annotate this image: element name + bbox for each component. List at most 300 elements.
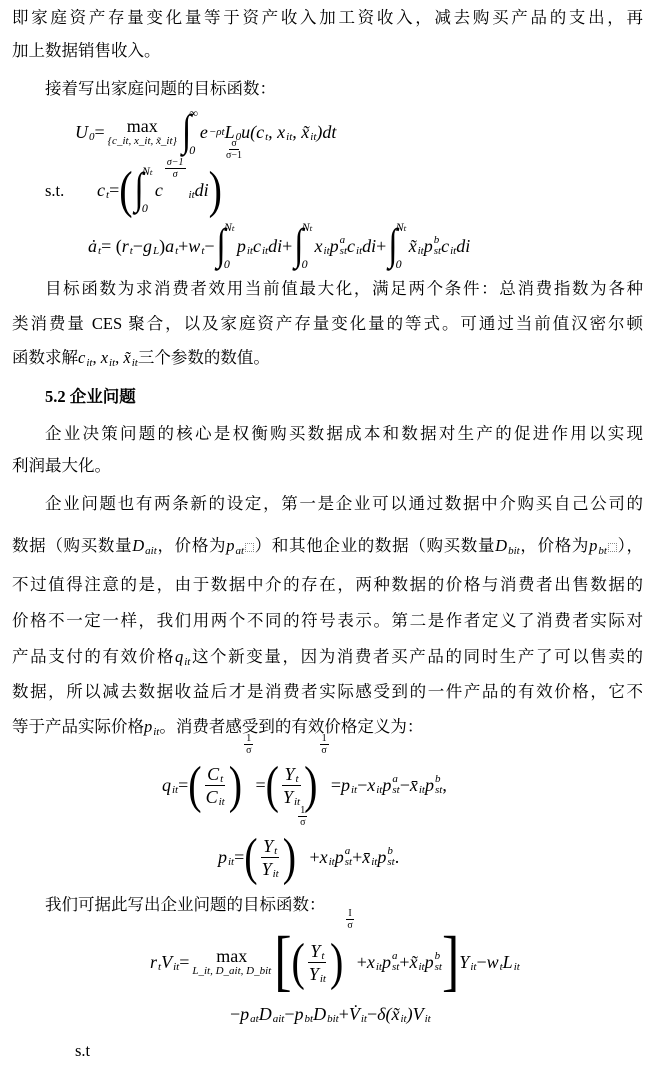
subscript: t xyxy=(220,772,224,785)
text-run: 企业决策问题的核心是权衡购买数据成本和数据对生产的促进作用以实现 xyxy=(45,424,643,443)
math-variable xyxy=(97,179,109,201)
lower-limit: 0 xyxy=(189,143,196,157)
parenthesis: ) xyxy=(304,755,318,814)
subscript: t xyxy=(265,131,269,143)
math-variable xyxy=(284,763,298,785)
math-variable xyxy=(122,235,133,257)
exponent-denominator: σ xyxy=(172,169,178,180)
variable-base: c xyxy=(78,348,86,367)
math-variable xyxy=(425,774,442,796)
variable-base: Y xyxy=(308,963,319,984)
superscript: b xyxy=(387,845,393,857)
subscript: t xyxy=(499,961,503,973)
math-variable xyxy=(382,951,399,973)
math-variable xyxy=(399,1003,406,1025)
subscript: it xyxy=(418,784,425,796)
integral-sign: ∫ xyxy=(294,221,304,270)
numerator xyxy=(308,940,326,963)
text-run: ）和其他企业的数据（购买数量 xyxy=(254,536,496,555)
constraint-label: s.t xyxy=(75,1041,91,1060)
math-operator: ) xyxy=(159,235,166,256)
equation-firm-value xyxy=(150,908,520,999)
math-variable xyxy=(424,235,441,257)
text-run: 加上数据销售收入。 xyxy=(12,41,161,60)
variable-base: c xyxy=(252,235,261,256)
lower-limit: 0 xyxy=(301,257,308,271)
subscript: t xyxy=(106,189,110,201)
variable-base: Y xyxy=(310,940,321,961)
variable-base: C xyxy=(207,763,220,784)
superscript: a xyxy=(392,773,398,785)
subscript: it xyxy=(323,245,330,257)
paragraph-line xyxy=(45,421,643,447)
math-operator: − xyxy=(366,1003,378,1024)
equation-label: s.t. xyxy=(45,181,65,200)
variable-base: p xyxy=(382,951,391,972)
text-run: 类消费量 CES 聚合，以及家庭资产存量变化量的等式。可通过当前值汉密尔顿 xyxy=(12,314,643,333)
parenthesis: ( xyxy=(244,827,258,886)
math-variable xyxy=(315,235,330,257)
subscript: it xyxy=(360,1013,367,1025)
text-run: ，价格为 xyxy=(156,536,227,555)
math-variable xyxy=(188,235,204,257)
subscript: it xyxy=(350,784,358,796)
fraction xyxy=(204,763,227,808)
math-variable xyxy=(162,774,178,796)
variable-base: U xyxy=(75,121,88,142)
variable-base: x xyxy=(314,235,323,256)
paragraph-line xyxy=(12,533,643,559)
subscript: t xyxy=(129,245,133,257)
variable-base: x̃ xyxy=(123,348,131,367)
math-variable xyxy=(123,345,137,371)
math-variable xyxy=(320,846,335,868)
sub-superscript xyxy=(273,858,279,880)
math-variable xyxy=(377,1004,399,1025)
math-operator: = ( xyxy=(101,235,122,256)
placeholder-box-icon xyxy=(608,543,617,552)
math-variable xyxy=(362,846,377,868)
bracket: [ xyxy=(274,924,292,999)
variable-base: c xyxy=(347,235,356,256)
paragraph-line xyxy=(12,608,643,634)
math-operator: − xyxy=(230,1003,241,1024)
numerator xyxy=(282,763,300,786)
math-variable xyxy=(347,235,362,257)
paragraph-line xyxy=(12,453,643,479)
variable-base: di xyxy=(456,235,471,256)
superscript: b xyxy=(433,234,440,246)
math-variable xyxy=(313,1003,339,1025)
variable-base: c xyxy=(441,235,450,256)
text-run: 。消费者感受到的有效价格定义为： xyxy=(159,717,424,736)
math-variable xyxy=(143,235,159,257)
math-variable xyxy=(487,951,503,973)
subscript: it xyxy=(286,131,293,143)
subscript: t xyxy=(175,245,179,257)
math-operator: + xyxy=(338,1003,349,1024)
variable-base: p xyxy=(144,717,153,736)
equation-asset-dynamics xyxy=(88,218,470,274)
variable-base: L xyxy=(502,951,513,972)
sub-superscript xyxy=(209,127,225,138)
sub-superscript xyxy=(340,235,347,257)
math-variable xyxy=(88,235,101,257)
upper-limit: Nₜ xyxy=(395,220,407,234)
variable-base: x xyxy=(100,348,109,367)
subscript: it xyxy=(310,131,317,143)
math-variable xyxy=(295,1003,314,1025)
subscript: it xyxy=(246,245,253,257)
subscript: it xyxy=(86,357,93,369)
sub-superscript xyxy=(434,235,441,257)
subscript: 0 xyxy=(89,131,95,143)
text-run: 即家庭资产存量变化量等于资产收入加工资收入，减去购买产品的支出，再 xyxy=(12,8,643,27)
variable-base: C xyxy=(205,786,218,807)
variable-base: di xyxy=(194,179,209,200)
variable-base: Y xyxy=(284,763,295,784)
variable-base: D xyxy=(495,536,508,555)
math-variable xyxy=(407,1003,431,1025)
lower-limit: 0 xyxy=(223,257,230,271)
sub-superscript xyxy=(435,951,442,973)
variable-base: c xyxy=(154,179,163,200)
math-operator: − xyxy=(476,951,487,972)
variable-base: V xyxy=(161,951,173,972)
subscript: it xyxy=(400,1013,407,1025)
math-variable xyxy=(78,345,92,371)
max-operator xyxy=(192,947,271,978)
subscript: st xyxy=(434,961,442,973)
variable-base: g xyxy=(142,235,152,256)
subscript: it xyxy=(109,357,116,369)
math-operator: = xyxy=(109,179,120,200)
subscript: L xyxy=(152,245,160,257)
math-variable xyxy=(206,786,225,808)
bracket: ] xyxy=(441,924,460,999)
math-variable xyxy=(349,1003,367,1025)
variable-base: )dt xyxy=(316,121,337,142)
math-variable xyxy=(268,122,285,143)
subscript: ait xyxy=(145,545,157,557)
sub-superscript xyxy=(425,1003,431,1025)
variable-base: )V xyxy=(406,1003,424,1024)
math-variable xyxy=(237,235,253,257)
text-run: 数据（购买数量 xyxy=(12,536,133,555)
variable-base: e xyxy=(199,121,208,142)
subscript: t xyxy=(321,949,325,962)
math-variable xyxy=(253,235,268,257)
equation-product-price xyxy=(218,805,400,887)
subscript: it xyxy=(417,245,424,257)
exponent-fraction xyxy=(298,805,307,828)
subscript: st xyxy=(433,245,442,257)
math-variable xyxy=(150,951,161,973)
text-run: 不过值得注意的是，由于数据中介的存在，两种数据的价格与消费者出售数据的 xyxy=(12,575,643,594)
math-variable xyxy=(240,1003,259,1025)
text-run: 企业问题也有两条新的设定，第一是企业可以通过数据中介购买自己公司的 xyxy=(45,494,643,513)
subscript: t xyxy=(158,961,162,973)
superscript: b xyxy=(434,950,441,962)
subscript: it xyxy=(328,856,335,868)
sub-superscript xyxy=(392,774,399,796)
variable-base: p xyxy=(240,1003,250,1024)
text-run: 这个新变量，因为消费者买产品的同时生产了可以售卖的 xyxy=(190,647,644,666)
subscript: it xyxy=(470,961,477,973)
integral-sign: ∫ xyxy=(216,221,226,270)
subscript: t xyxy=(201,245,205,257)
fraction xyxy=(281,763,302,808)
subscript: it xyxy=(131,357,138,369)
math-operator: = xyxy=(330,774,341,795)
math-variable xyxy=(241,122,264,143)
text-run: 接着写出家庭问题的目标函数： xyxy=(45,79,276,98)
math-variable xyxy=(262,858,279,880)
variable-base: x xyxy=(319,846,328,867)
paragraph-line xyxy=(12,679,643,705)
subscript: bit xyxy=(508,545,520,557)
math-variable xyxy=(367,951,382,973)
subscript: it xyxy=(228,856,235,868)
exponent-fraction xyxy=(165,157,186,180)
integral xyxy=(294,220,312,272)
variable-base: di xyxy=(268,235,283,256)
text-run: 三个参数的数值。 xyxy=(137,348,270,367)
superscript: a xyxy=(344,845,351,857)
paragraph-line xyxy=(12,345,643,371)
math-operator: − xyxy=(132,235,143,256)
variable-base: ȧ xyxy=(88,235,97,256)
exponent-fraction xyxy=(345,908,354,931)
math-variable xyxy=(175,644,190,670)
subscript: it xyxy=(153,726,160,738)
fraction xyxy=(307,940,328,985)
superscript: b xyxy=(435,773,441,785)
subscript: ait xyxy=(272,1013,285,1025)
subscript: t xyxy=(295,772,299,785)
variable-base: , x̃ xyxy=(292,121,310,142)
subscript: it xyxy=(376,784,383,796)
math-variable xyxy=(165,235,178,257)
math-variable xyxy=(410,951,425,973)
variable-base: x̄ xyxy=(362,846,371,867)
subscript: at xyxy=(250,1013,259,1025)
parenthesis: ( xyxy=(291,932,305,991)
upper-limit: ∞ xyxy=(189,106,198,120)
text-run: 数据，所以减去数据收益后才是消费者实际感受到的一件产品的有效价格，它不 xyxy=(12,682,643,701)
text-run: 产品支付的有效价格 xyxy=(12,647,175,666)
exponent-numerator: σ−1 xyxy=(166,157,184,168)
subscript: st xyxy=(435,784,443,796)
math-operator: + xyxy=(178,235,189,256)
numerator xyxy=(261,835,279,858)
variable-base: p xyxy=(382,774,392,795)
variable-base: D xyxy=(313,1003,327,1024)
variable-base: V̇ xyxy=(348,1003,360,1024)
paragraph-line xyxy=(45,491,643,517)
upper-limit: Nₜ xyxy=(141,164,153,178)
variable-base: p xyxy=(226,536,235,555)
variable-base: p xyxy=(377,846,387,867)
fraction xyxy=(260,835,281,880)
subscript: it xyxy=(371,856,378,868)
sub-superscript xyxy=(321,940,324,962)
math-operator: − xyxy=(399,774,410,795)
variable-base: di xyxy=(362,235,377,256)
math-variable xyxy=(362,236,376,257)
lower-limit: 0 xyxy=(141,201,148,215)
math-variable xyxy=(409,235,424,257)
parenthesis: ( xyxy=(265,755,279,814)
math-variable xyxy=(495,533,520,559)
subscript: st xyxy=(392,784,400,796)
subscript: bit xyxy=(327,1013,339,1025)
exponent-fraction xyxy=(224,138,244,161)
subscript: it xyxy=(218,795,225,808)
math-operator: + xyxy=(376,235,387,256)
denominator xyxy=(260,858,281,880)
max-label: max xyxy=(216,945,248,966)
math-variable xyxy=(316,122,336,143)
superscript: a xyxy=(392,950,398,962)
math-operator: . xyxy=(394,846,400,867)
math-variable xyxy=(503,951,520,973)
variable-base: w xyxy=(188,235,201,256)
subscript: it xyxy=(375,961,382,973)
variable-base: p xyxy=(425,774,434,795)
paragraph-line xyxy=(12,644,643,670)
math-variable xyxy=(101,345,115,371)
text-run: 目标函数为求消费者效用当前值最大化，满足两个条件：总消费指数为各种 xyxy=(45,279,643,298)
subscript: it xyxy=(184,656,191,668)
variable-base: p xyxy=(424,951,434,972)
variable-base: Y xyxy=(263,835,274,856)
exponent-denominator: σ−1 xyxy=(226,150,243,161)
max-label: max xyxy=(126,115,158,136)
math-operator: = xyxy=(94,121,105,142)
text-run: ，价格为 xyxy=(519,536,590,555)
math-operator: = xyxy=(179,951,190,972)
variable-base: a xyxy=(165,235,175,256)
text-run: 价格不一定一样，我们用两个不同的符号表示。第二是作者定义了消费者实际对 xyxy=(12,611,643,630)
sub-superscript xyxy=(514,951,520,973)
variable-base: x̃ xyxy=(408,235,417,256)
paragraph-line xyxy=(12,5,643,31)
integral-sign: ∫ xyxy=(134,165,144,214)
math-variable xyxy=(285,121,292,143)
exponent-numerator: 1 xyxy=(246,733,252,744)
sub-superscript xyxy=(327,1003,339,1025)
variable-base: p xyxy=(589,536,598,555)
math-operator: − xyxy=(284,1003,295,1024)
variable-base: L xyxy=(224,121,235,142)
subscript: st xyxy=(339,245,348,257)
sub-superscript xyxy=(250,1003,259,1025)
math-variable xyxy=(132,533,157,559)
variable-base: Y xyxy=(282,786,293,807)
variable-base: w xyxy=(486,951,499,972)
sub-superscript xyxy=(392,951,399,973)
text-run: ）， xyxy=(616,536,644,555)
variable-base: p xyxy=(423,235,433,256)
paragraph-line xyxy=(45,76,643,102)
denominator xyxy=(204,786,227,808)
subscript: it xyxy=(293,795,301,808)
math-operator: − xyxy=(357,774,368,795)
math-operator: , xyxy=(442,774,447,795)
equation-utility xyxy=(75,108,336,156)
variable-base: p xyxy=(218,846,227,867)
parenthesis: ) xyxy=(282,827,297,886)
superscript: a xyxy=(339,234,346,246)
subscript: st xyxy=(387,856,395,868)
subscript: 0 xyxy=(235,131,242,143)
math-variable xyxy=(75,121,95,143)
sub-superscript xyxy=(145,535,157,557)
sub-superscript xyxy=(274,835,277,857)
subscript: bt xyxy=(304,1013,314,1025)
math-operator: + xyxy=(356,951,367,972)
integral-sign: ∫ xyxy=(181,107,192,156)
exponent-numerator: I xyxy=(348,908,352,919)
superscript: −ρt xyxy=(208,125,225,138)
sub-superscript xyxy=(235,535,244,557)
text-run: 利润最大化。 xyxy=(12,456,111,475)
exponent-denominator: σ xyxy=(347,920,353,931)
subscript: it xyxy=(319,972,326,985)
math-operator: + xyxy=(309,846,320,867)
subscript: st xyxy=(344,856,353,868)
text-run: 函数求解 xyxy=(12,348,78,367)
math-operator: + xyxy=(352,846,363,867)
section-heading: 5.2 企业问题 xyxy=(45,387,136,406)
parenthesis: ) xyxy=(228,755,243,814)
subscript: st xyxy=(392,961,400,973)
max-operator xyxy=(108,117,177,148)
variable-base: c xyxy=(97,179,105,200)
parenthesis: ) xyxy=(208,160,222,219)
sub-superscript xyxy=(219,786,225,808)
variable-base: x̃ xyxy=(409,951,418,972)
exponent-denominator: σ xyxy=(246,745,252,756)
math-variable xyxy=(200,122,225,143)
exponent-fraction xyxy=(244,733,253,756)
variable-base: q xyxy=(174,647,184,666)
sub-superscript xyxy=(598,535,607,557)
exponent-numerator: 1 xyxy=(300,805,306,816)
math-variable xyxy=(410,774,425,796)
math-variable xyxy=(425,951,442,973)
math-operator: = xyxy=(178,774,189,795)
variable-base: x̄ xyxy=(409,774,418,795)
subscript: it xyxy=(356,245,363,257)
subscript: it xyxy=(424,1013,431,1025)
variable-base: p xyxy=(334,846,344,867)
subscript: it xyxy=(172,784,179,796)
sub-superscript xyxy=(220,763,223,785)
parenthesis: ) xyxy=(330,932,344,991)
math-variable xyxy=(226,533,254,559)
exponent-denominator: σ xyxy=(321,745,327,756)
placeholder-box-icon xyxy=(245,543,254,552)
sub-superscript xyxy=(320,963,326,985)
lower-limit: 0 xyxy=(395,257,402,271)
exponent-denominator: σ xyxy=(300,817,306,828)
math-operator: = xyxy=(255,774,266,795)
variable-base: p xyxy=(340,774,350,795)
math-variable xyxy=(144,714,159,740)
subscript: t xyxy=(274,844,278,857)
